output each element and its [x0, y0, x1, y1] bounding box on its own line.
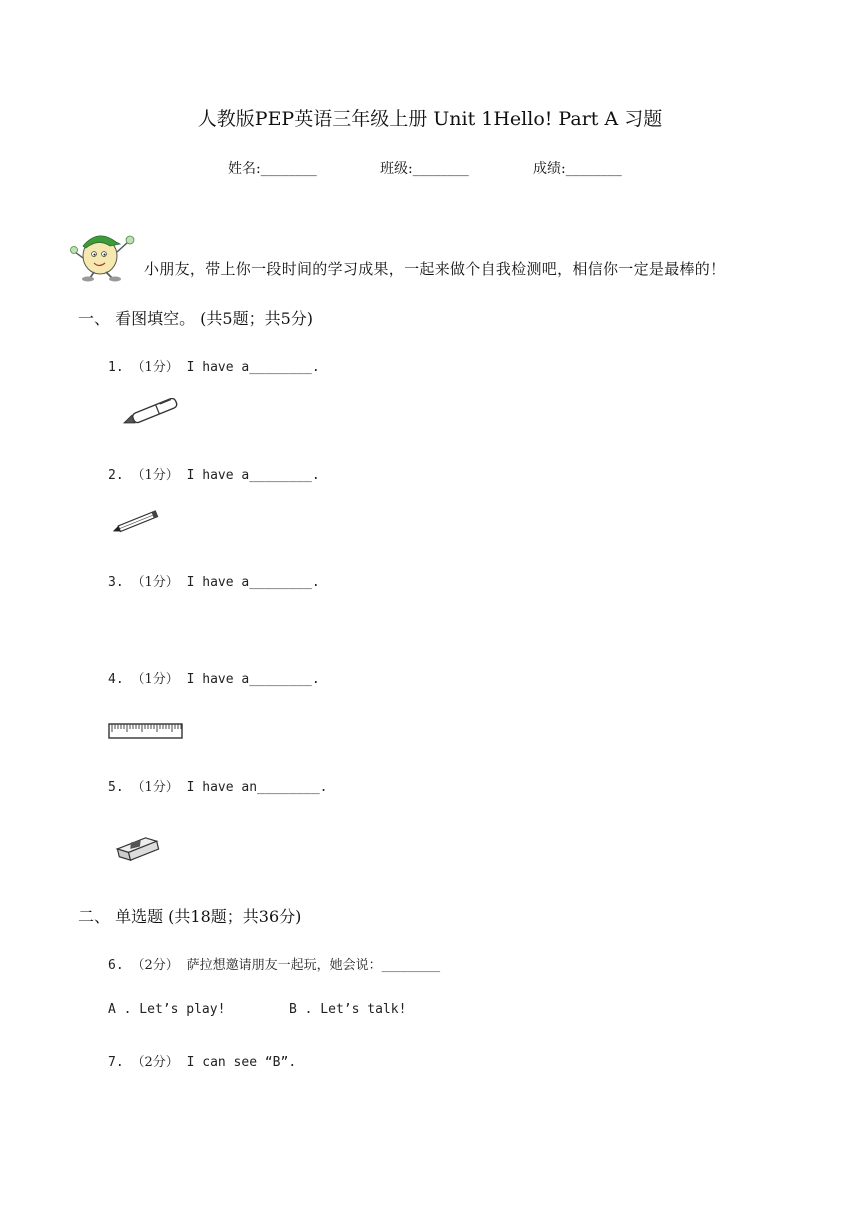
option-b[interactable]: B . Let’s talk!: [289, 1002, 407, 1017]
question-6: [108, 954, 440, 973]
question-text: 萨拉想邀请朋友一起玩，她会说：_________: [186, 958, 441, 973]
question-number: 7.: [108, 1055, 124, 1070]
question-score: （1分）: [131, 360, 179, 375]
question-score: （1分）: [131, 780, 179, 795]
question-score: （2分）: [131, 1055, 179, 1070]
mascot-icon: [70, 224, 140, 282]
question-score: （1分）: [131, 468, 179, 483]
pen-icon: [118, 398, 184, 426]
question-2: [108, 464, 320, 483]
encouragement-text: 小朋友，带上你一段时间的学习成果，一起来做个自我检测吧，相信你一定是最棒的！: [144, 260, 726, 278]
question-score: （1分）: [131, 672, 179, 687]
score-field: 成绩:________: [533, 161, 622, 177]
question-text: I have a________.: [186, 360, 320, 375]
pencil-icon: [110, 508, 162, 536]
page-title: 人教版PEP英语三年级上册 Unit 1Hello! Part A 习题: [197, 108, 663, 130]
question-4: [108, 668, 320, 687]
eraser-icon: [112, 832, 164, 866]
question-number: 5.: [108, 780, 124, 795]
question-text: I have a________.: [186, 468, 320, 483]
name-field: 姓名:________: [228, 161, 317, 177]
section-heading-single-choice: 二、 单选题 (共18题；共36分): [78, 907, 302, 926]
option-a[interactable]: A . Let’s play!: [108, 1002, 226, 1017]
section-heading-fill-in: 一、 看图填空。 (共5题；共5分): [78, 309, 314, 328]
question-number: 6.: [108, 958, 124, 973]
question-number: 4.: [108, 672, 124, 687]
ruler-icon: [108, 720, 184, 742]
question-number: 3.: [108, 575, 124, 590]
question-number: 2.: [108, 468, 124, 483]
question-3: [108, 571, 320, 590]
question-5: [108, 776, 327, 795]
class-field: 班级:________: [380, 161, 469, 177]
question-text: I have a________.: [186, 672, 320, 687]
question-7: [108, 1051, 296, 1070]
question-score: （1分）: [131, 575, 179, 590]
question-text: I have an________.: [186, 780, 328, 795]
question-number: 1.: [108, 360, 124, 375]
question-score: （2分）: [131, 958, 179, 973]
question-text: I have a________.: [186, 575, 320, 590]
question-1: [108, 356, 320, 375]
question-text: I can see “B”.: [186, 1055, 297, 1070]
